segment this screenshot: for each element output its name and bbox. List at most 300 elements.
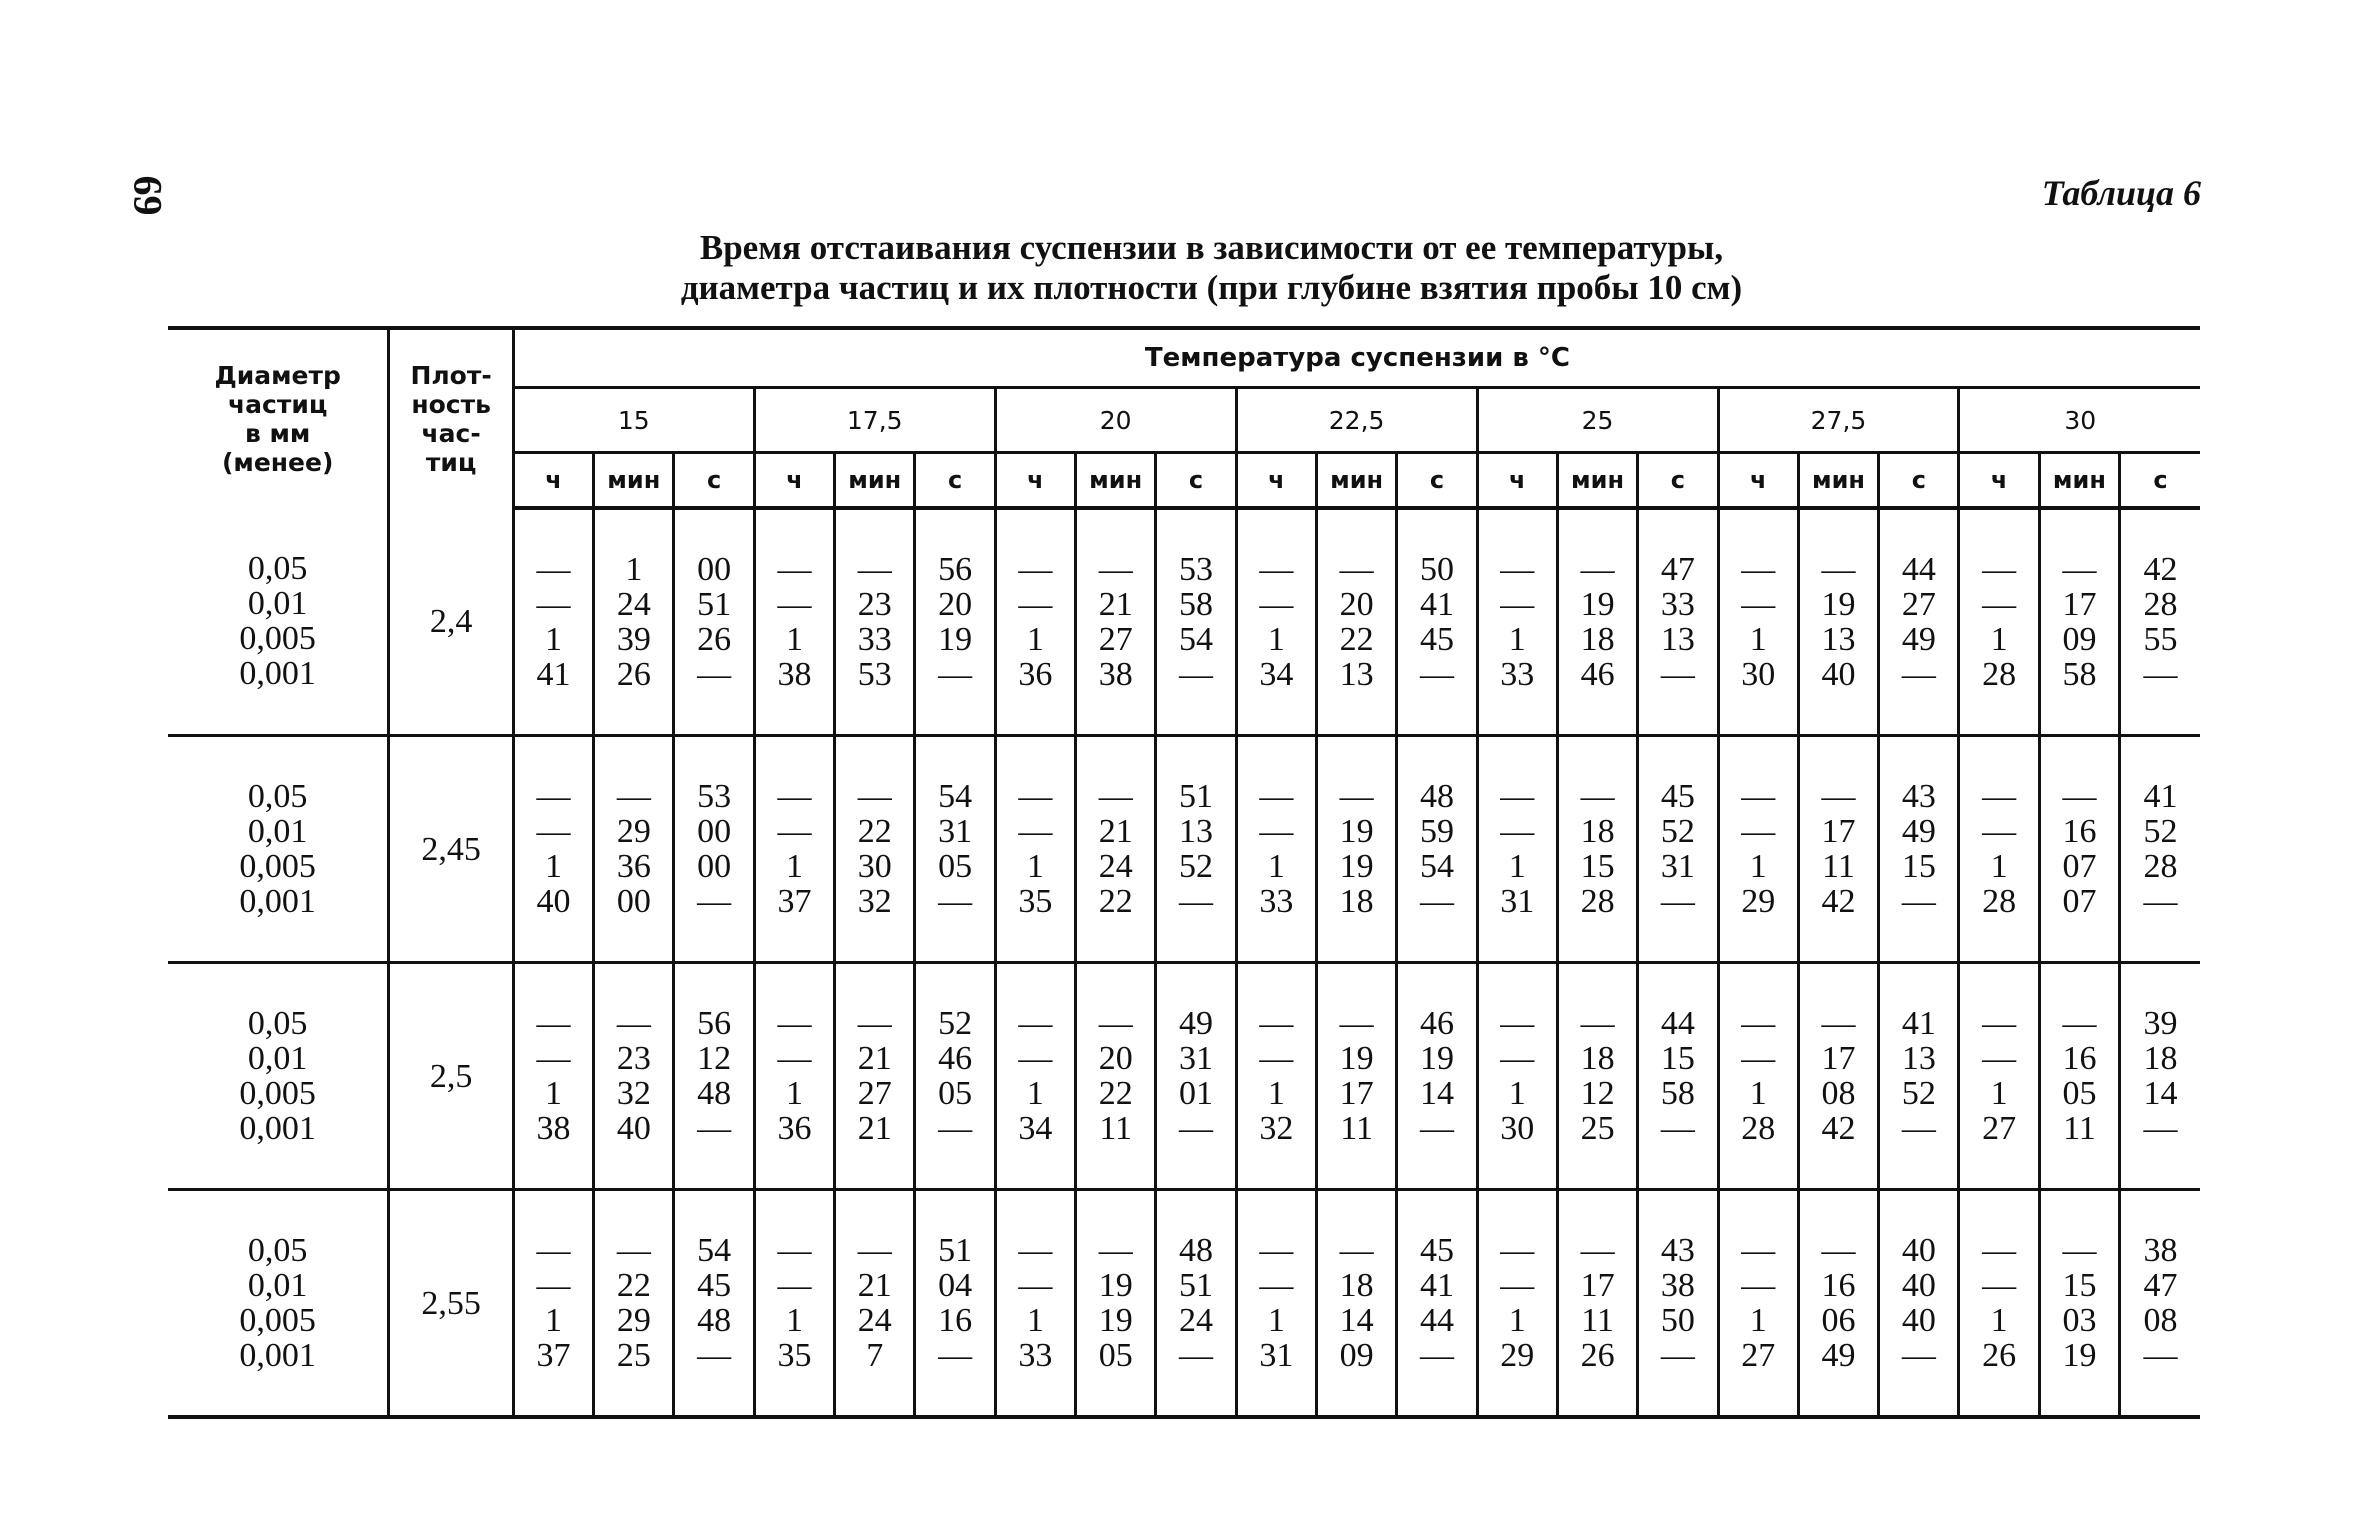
diameter-value: 0,001 <box>239 1110 316 1147</box>
time-cell <box>1879 508 1959 736</box>
time-value: — <box>1901 656 1936 693</box>
time-value: — <box>1660 656 1695 693</box>
time-value: 1 <box>1749 848 1767 885</box>
time-value: — <box>1821 1232 1856 1269</box>
time-value: 07 <box>2062 883 2097 920</box>
time-value: — <box>1419 883 1454 920</box>
time-value: 17 <box>1339 1075 1374 1112</box>
time-value: 34 <box>1018 1110 1053 1147</box>
time-value: — <box>536 1267 571 1304</box>
time-value: 30 <box>857 848 892 885</box>
time-value: 36 <box>1018 656 1053 693</box>
time-value: 1 <box>1508 1302 1526 1339</box>
time-cell <box>835 1190 915 1418</box>
time-cell <box>1477 736 1557 963</box>
time-value: — <box>1982 551 2017 588</box>
time-value: 19 <box>1339 813 1374 850</box>
time-value: 24 <box>1179 1302 1213 1339</box>
time-value: 1 <box>785 1075 803 1112</box>
time-value: 23 <box>616 1040 651 1077</box>
time-value: — <box>1500 1232 1535 1269</box>
time-value: 29 <box>1500 1337 1535 1374</box>
time-value: — <box>2143 883 2178 920</box>
time-cell <box>594 736 674 963</box>
time-value: 08 <box>1821 1075 1856 1112</box>
time-value: 1 <box>1267 1302 1285 1339</box>
time-value: 00 <box>616 883 651 920</box>
density-header-line: час- <box>421 419 481 448</box>
time-value: — <box>1741 586 1776 623</box>
time-value: 11 <box>1581 1302 1614 1339</box>
time-value: 25 <box>616 1337 651 1374</box>
time-value: 19 <box>1419 1040 1454 1077</box>
time-value: — <box>1741 1267 1776 1304</box>
time-value: 24 <box>857 1302 892 1339</box>
diameter-cell <box>168 1190 389 1418</box>
time-value: 21 <box>1098 586 1133 623</box>
time-value: 49 <box>1821 1337 1856 1374</box>
time-cell <box>2120 963 2200 1190</box>
time-value: — <box>1018 1232 1053 1269</box>
time-value: 16 <box>1821 1267 1856 1304</box>
time-value: — <box>1741 778 1776 815</box>
unit-header: мин <box>1316 453 1396 509</box>
diameter-value: 0,05 <box>247 778 308 815</box>
time-value: — <box>1660 1110 1695 1147</box>
time-value: 49 <box>1179 1005 1213 1042</box>
time-value: — <box>2143 1110 2178 1147</box>
time-value: — <box>1018 551 1053 588</box>
time-value: — <box>1339 778 1374 815</box>
time-cell <box>1638 508 1718 736</box>
time-value: 1 <box>1749 1302 1767 1339</box>
time-cell <box>1076 736 1156 963</box>
time-value: 22 <box>616 1267 651 1304</box>
time-cell <box>1638 1190 1718 1418</box>
time-cell <box>1316 736 1396 963</box>
time-value: 40 <box>1821 656 1856 693</box>
time-value: — <box>1018 813 1053 850</box>
time-value: 08 <box>2143 1302 2178 1339</box>
diameter-value: 0,001 <box>239 1337 316 1374</box>
diameter-cell <box>168 736 389 963</box>
time-value: 1 <box>1990 1302 2008 1339</box>
time-value: — <box>1098 778 1133 815</box>
time-value: 31 <box>938 813 973 850</box>
unit-header: мин <box>1798 453 1878 509</box>
time-value: 28 <box>1982 883 2017 920</box>
time-cell <box>513 963 593 1190</box>
time-value: 13 <box>1821 621 1856 658</box>
time-value: — <box>1982 1232 2017 1269</box>
time-value: 38 <box>1098 656 1133 693</box>
time-value: 1 <box>545 1302 562 1339</box>
time-value: 11 <box>1099 1110 1133 1147</box>
time-cell <box>2039 508 2119 736</box>
time-value: 54 <box>1179 621 1213 658</box>
time-value: — <box>1741 551 1776 588</box>
time-value: 45 <box>1419 621 1454 658</box>
time-value: 1 <box>1026 621 1044 658</box>
time-cell <box>1557 508 1637 736</box>
time-cell <box>594 508 674 736</box>
time-cell <box>1557 736 1637 963</box>
time-value: 16 <box>2062 813 2097 850</box>
time-cell <box>995 963 1075 1190</box>
time-value: — <box>616 1232 651 1269</box>
time-value: 18 <box>1580 1040 1615 1077</box>
time-value: — <box>857 1005 892 1042</box>
time-value: — <box>1580 1005 1615 1042</box>
time-value: 30 <box>1741 656 1776 693</box>
temperature-header: Температура суспензии в °С <box>513 328 2200 388</box>
time-value: 31 <box>1179 1040 1213 1077</box>
table-row <box>168 963 2200 1190</box>
time-value: — <box>536 586 571 623</box>
time-value: 47 <box>2143 1267 2178 1304</box>
time-value: — <box>1500 778 1535 815</box>
time-value: — <box>777 1005 812 1042</box>
time-value: 28 <box>1741 1110 1776 1147</box>
time-value: — <box>536 1040 571 1077</box>
time-value: 20 <box>1339 586 1374 623</box>
time-value: — <box>697 1110 732 1147</box>
time-value: 22 <box>1098 883 1133 920</box>
time-value: 28 <box>1580 883 1615 920</box>
page-number: 69 <box>125 175 171 216</box>
time-cell <box>1557 1190 1637 1418</box>
time-value: — <box>1821 778 1856 815</box>
time-value: 17 <box>1580 1267 1615 1304</box>
time-value: 05 <box>2062 1075 2097 1112</box>
time-value: 52 <box>938 1005 973 1042</box>
time-value: 58 <box>1179 586 1213 623</box>
time-value: 1 <box>1267 1075 1285 1112</box>
diameter-header-line: в мм <box>244 419 311 448</box>
time-value: 51 <box>1179 778 1213 815</box>
time-cell <box>2120 1190 2200 1418</box>
time-value: 1 <box>625 551 643 588</box>
time-value: — <box>1500 551 1535 588</box>
time-value: — <box>1982 813 2017 850</box>
time-value: — <box>1741 1040 1776 1077</box>
time-value: 1 <box>1990 621 2008 658</box>
time-cell <box>754 508 834 736</box>
time-cell <box>1477 963 1557 1190</box>
time-value: 19 <box>1821 586 1856 623</box>
time-cell <box>915 1190 995 1418</box>
unit-header: с <box>1879 453 1959 509</box>
time-value: — <box>777 1267 812 1304</box>
time-value: 06 <box>1821 1302 1856 1339</box>
time-value: 14 <box>1419 1075 1454 1112</box>
time-value: — <box>1500 1040 1535 1077</box>
time-value: 45 <box>697 1267 732 1304</box>
time-cell <box>995 736 1075 963</box>
time-value: 22 <box>1339 621 1374 658</box>
time-value: 41 <box>1419 586 1454 623</box>
time-value: 36 <box>616 848 651 885</box>
time-cell <box>1718 1190 1798 1418</box>
table-row <box>168 508 2200 736</box>
time-value: — <box>938 1337 973 1374</box>
time-value: 07 <box>2062 848 2097 885</box>
time-value: 39 <box>616 621 651 658</box>
time-value: — <box>1982 586 2017 623</box>
unit-header: ч <box>1236 453 1316 509</box>
time-value: 37 <box>536 1337 571 1374</box>
time-cell <box>1798 1190 1878 1418</box>
diameter-cell <box>168 508 389 736</box>
time-value: 43 <box>1660 1232 1695 1269</box>
time-value: — <box>777 551 812 588</box>
time-value: — <box>1982 1040 2017 1077</box>
time-value: 28 <box>2143 848 2178 885</box>
unit-header: мин <box>1076 453 1156 509</box>
time-value: — <box>1580 551 1615 588</box>
time-value: 39 <box>2143 1005 2178 1042</box>
time-value: 19 <box>1098 1267 1133 1304</box>
time-value: 14 <box>1339 1302 1374 1339</box>
time-value: — <box>1660 883 1695 920</box>
temperature-column-header: 20 <box>995 388 1236 453</box>
time-value: 28 <box>2143 586 2178 623</box>
time-value: 51 <box>697 586 732 623</box>
time-cell <box>1236 1190 1316 1418</box>
time-value: — <box>2143 656 2178 693</box>
time-value: 49 <box>1901 621 1936 658</box>
time-value: — <box>1179 1337 1213 1374</box>
time-value: 14 <box>2143 1075 2178 1112</box>
time-value: 52 <box>2143 813 2178 850</box>
time-value: 27 <box>1741 1337 1776 1374</box>
time-value: 54 <box>1419 848 1454 885</box>
time-value: — <box>1259 813 1294 850</box>
time-value: — <box>1901 883 1936 920</box>
diameter-value: 0,01 <box>247 813 308 850</box>
time-value: 58 <box>2062 656 2097 693</box>
time-value: — <box>1419 1337 1454 1374</box>
temperature-column-header: 30 <box>1959 388 2200 453</box>
time-value: 33 <box>1259 883 1294 920</box>
time-value: 13 <box>1660 621 1695 658</box>
time-value: — <box>857 778 892 815</box>
diameter-value: 0,005 <box>239 848 316 885</box>
time-value: 58 <box>1660 1075 1695 1112</box>
time-value: 1 <box>1990 848 2008 885</box>
diameter-value: 0,05 <box>247 1232 308 1269</box>
diameter-header-line: частиц <box>227 390 328 419</box>
time-value: 30 <box>1500 1110 1535 1147</box>
time-value: 1 <box>1508 1075 1526 1112</box>
time-value: 7 <box>866 1337 884 1374</box>
time-cell <box>594 1190 674 1418</box>
time-value: 13 <box>1901 1040 1936 1077</box>
unit-header: мин <box>835 453 915 509</box>
time-cell <box>835 963 915 1190</box>
time-value: 29 <box>616 813 651 850</box>
time-value: 38 <box>536 1110 571 1147</box>
time-cell <box>1236 508 1316 736</box>
time-value: 33 <box>1500 656 1535 693</box>
time-value: 42 <box>1821 883 1856 920</box>
time-value: — <box>536 551 571 588</box>
time-value: 21 <box>857 1267 892 1304</box>
time-cell <box>835 736 915 963</box>
time-value: 50 <box>1660 1302 1695 1339</box>
time-value: 41 <box>1419 1267 1454 1304</box>
time-value: — <box>616 778 651 815</box>
time-value: — <box>1741 813 1776 850</box>
time-value: 46 <box>1580 656 1615 693</box>
time-value: 51 <box>1179 1267 1213 1304</box>
diameter-value: 0,001 <box>239 655 316 692</box>
time-value: — <box>938 883 973 920</box>
time-cell <box>674 963 754 1190</box>
time-value: 45 <box>1419 1232 1454 1269</box>
time-cell <box>1156 1190 1236 1418</box>
time-value: 32 <box>857 883 892 920</box>
temperature-column-header: 22,5 <box>1236 388 1477 453</box>
density-cell: 2,55 <box>389 1190 513 1418</box>
time-value: — <box>1419 1110 1454 1147</box>
time-cell <box>995 1190 1075 1418</box>
density-header-line: Плот- <box>410 361 492 390</box>
time-cell <box>1879 736 1959 963</box>
time-value: 19 <box>1339 848 1374 885</box>
time-cell <box>1397 963 1477 1190</box>
diameter-value: 0,05 <box>247 550 308 587</box>
time-value: 19 <box>2062 1337 2097 1374</box>
diameter-header-line: (менее) <box>221 448 334 477</box>
time-value: — <box>1339 1005 1374 1042</box>
time-value: — <box>1098 1005 1133 1042</box>
time-value: 42 <box>2143 551 2178 588</box>
time-value: 1 <box>545 1075 562 1112</box>
time-value: 04 <box>938 1267 973 1304</box>
time-value: — <box>1500 1005 1535 1042</box>
diameter-value: 0,001 <box>239 883 316 920</box>
time-value: 1 <box>1749 621 1767 658</box>
time-cell <box>2120 736 2200 963</box>
time-value: 29 <box>616 1302 651 1339</box>
time-value: 1 <box>1508 848 1526 885</box>
time-cell <box>1236 736 1316 963</box>
time-value: — <box>1339 551 1374 588</box>
time-cell <box>2120 508 2200 736</box>
time-cell <box>1718 508 1798 736</box>
time-value: — <box>1259 551 1294 588</box>
time-value: 32 <box>616 1075 651 1112</box>
time-value: — <box>777 1040 812 1077</box>
time-value: 15 <box>1580 848 1615 885</box>
time-value: 54 <box>697 1232 732 1269</box>
time-value: 21 <box>857 1110 892 1147</box>
time-cell <box>1316 508 1396 736</box>
time-value: — <box>536 778 571 815</box>
time-value: — <box>1018 1267 1053 1304</box>
time-value: — <box>2143 1337 2178 1374</box>
time-value: 18 <box>1580 621 1615 658</box>
time-value: 18 <box>2143 1040 2178 1077</box>
time-value: 37 <box>777 883 812 920</box>
time-value: 35 <box>777 1337 812 1374</box>
time-value: — <box>1179 1110 1213 1147</box>
time-value: 40 <box>1901 1302 1936 1339</box>
time-value: 18 <box>1339 1267 1374 1304</box>
time-value: 31 <box>1500 883 1535 920</box>
time-value: — <box>1179 883 1213 920</box>
time-value: 15 <box>2062 1267 2097 1304</box>
time-value: — <box>1982 778 2017 815</box>
temperature-column-header: 17,5 <box>754 388 995 453</box>
time-value: — <box>1098 1232 1133 1269</box>
time-value: 40 <box>1901 1267 1936 1304</box>
time-value: 01 <box>1179 1075 1213 1112</box>
time-value: — <box>1982 1267 2017 1304</box>
time-value: — <box>536 1005 571 1042</box>
time-cell <box>1397 508 1477 736</box>
diameter-value: 0,005 <box>239 620 316 657</box>
time-value: — <box>1901 1337 1936 1374</box>
time-value: 49 <box>1901 813 1936 850</box>
time-value: 1 <box>785 1302 803 1339</box>
time-cell <box>1798 736 1878 963</box>
time-value: 32 <box>1259 1110 1294 1147</box>
time-value: 00 <box>697 813 732 850</box>
time-value: 35 <box>1018 883 1053 920</box>
time-value: 41 <box>1901 1005 1936 1042</box>
time-value: 1 <box>785 848 803 885</box>
settling-time-table <box>168 326 2200 1419</box>
time-cell <box>513 1190 593 1418</box>
time-cell <box>1316 1190 1396 1418</box>
time-cell <box>754 963 834 1190</box>
time-value: — <box>1500 586 1535 623</box>
time-cell <box>1076 1190 1156 1418</box>
time-value: — <box>2062 1232 2097 1269</box>
time-value: — <box>857 551 892 588</box>
time-value: 05 <box>938 848 973 885</box>
time-value: 23 <box>857 586 892 623</box>
time-value: 44 <box>1901 551 1936 588</box>
time-cell <box>594 963 674 1190</box>
unit-header: с <box>2120 453 2200 509</box>
time-value: — <box>1982 1005 2017 1042</box>
time-value: 15 <box>1660 1040 1695 1077</box>
time-value: 18 <box>1580 813 1615 850</box>
time-value: 13 <box>1339 656 1374 693</box>
unit-header: с <box>674 453 754 509</box>
time-value: 27 <box>857 1075 892 1112</box>
time-value: 17 <box>1821 813 1856 850</box>
time-value: 53 <box>697 778 732 815</box>
time-value: 1 <box>1267 621 1285 658</box>
density-cell: 2,5 <box>389 963 513 1190</box>
time-value: 38 <box>777 656 812 693</box>
time-value: 51 <box>938 1232 973 1269</box>
time-value: 44 <box>1660 1005 1695 1042</box>
time-value: 26 <box>616 656 651 693</box>
diameter-value: 0,01 <box>247 585 308 622</box>
time-value: 19 <box>1339 1040 1374 1077</box>
time-value: 05 <box>938 1075 973 1112</box>
time-value: — <box>1259 1232 1294 1269</box>
unit-header: ч <box>1718 453 1798 509</box>
time-value: — <box>777 1232 812 1269</box>
time-value: 17 <box>2062 586 2097 623</box>
time-value: 12 <box>1580 1075 1615 1112</box>
